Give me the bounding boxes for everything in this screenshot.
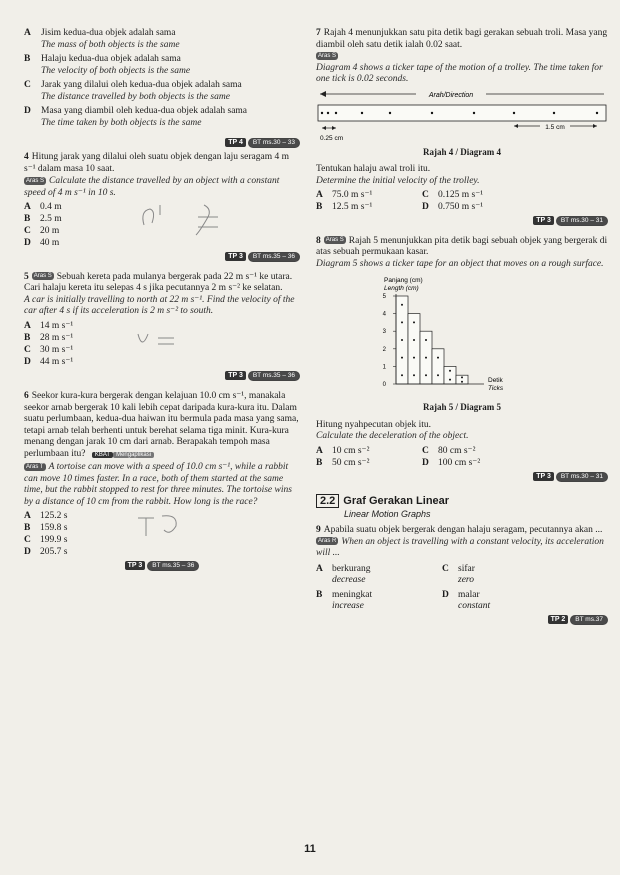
- y-axis-label-ms: Panjang (cm): [384, 277, 423, 284]
- tape-dot: [461, 376, 463, 378]
- question-text-en: Diagram 4 shows a ticker tape of the motion of a trolley. The time taken for one tick is 0.02 seconds.: [316, 62, 603, 84]
- x-axis-label-ms: Detik: [488, 377, 503, 384]
- option-letter: B: [24, 54, 31, 64]
- right-column: [316, 28, 608, 634]
- option-text-ms: Jarak yang dilalui oleh kedua-dua objek adalah sama: [41, 80, 242, 90]
- option-value: 44 m s⁻¹: [40, 356, 74, 367]
- q7-tags: [316, 215, 608, 227]
- diagram-caption: Rajah 4 / Diagram 4: [423, 146, 501, 157]
- q8-options: [316, 445, 608, 469]
- q5-options: [24, 320, 300, 368]
- option-letter: C: [24, 226, 31, 236]
- question-text-ms: Rajah 5 menunjukkan pita detik bagi sebuah objek yang bergerak di atas sebuah permukaan kasar.: [316, 235, 608, 257]
- tape-dot: [437, 374, 439, 376]
- option-value: 199.9 s: [40, 535, 68, 545]
- tape-dot: [413, 321, 415, 323]
- dim-right-label: 1.5 cm: [545, 123, 565, 131]
- question-text-ms: Seekor kura-kura bergerak dengan kelajuan 10.0 cm s⁻¹, manakala seekor arnab bergerak 10 kali lebih cepat daripada kura-kura itu. Dalam suatu perlumbaan, kedua-dua haiwan itu bermula pada masa yang sama, tetapi arnab telah berhenti untuk berehat selama tiga minit. Kura-kura menang dengan jarak 10 cm dari arnab. Berapakah tempoh masa perlumbaan itu?: [24, 391, 299, 459]
- tape-dot: [401, 304, 403, 306]
- q7-option-d[interactable]: 0.750 m s⁻¹: [438, 202, 484, 212]
- bt-page-ref: BT ms.35 – 36: [248, 371, 300, 381]
- tape-dot: [413, 374, 415, 376]
- dim-left-arrowhead: [332, 126, 336, 130]
- question-text-en: Calculate the deceleration of the object.: [316, 431, 469, 441]
- option-en: constant: [458, 600, 491, 611]
- question-text-en: Diagram 5 shows a ticker tape for an object that moves on a rough surface.: [316, 258, 604, 269]
- question-text-ms: Tentukan halaju awal troli itu.: [316, 164, 431, 174]
- option-text-ms: Masa yang diambil oleh kedua-dua objek adalah sama: [41, 106, 248, 116]
- question-number: 9: [316, 525, 321, 535]
- option-text-ms: Halaju kedua-dua objek adalah sama: [41, 54, 181, 64]
- option-ms: berkurang: [332, 563, 371, 574]
- question-9: [316, 525, 608, 625]
- tape-dot: [437, 357, 439, 359]
- option-letter: C: [422, 190, 429, 200]
- q9-option-d[interactable]: [458, 590, 548, 612]
- bt-page-ref: BT ms.35 – 36: [248, 252, 300, 262]
- question-text-ms: Sebuah kereta pada mulanya bergerak pada 22 m s⁻¹ ke utara. Cari halaju kereta itu selepas 4 s jika pecutannya 2 m s⁻² ke selatan.: [24, 271, 293, 293]
- question-text-en: Calculate the distance travelled by an object with a constant speed of 4 m s⁻¹ in 10 s.: [24, 176, 280, 198]
- q7-option-b[interactable]: 12.5 m s⁻¹: [332, 202, 373, 212]
- handwritten-scribble: [134, 197, 244, 245]
- tape-dot: [425, 357, 427, 359]
- option-d[interactable]: [24, 106, 300, 129]
- option-value: 20 m: [40, 226, 60, 236]
- option-letter: C: [422, 445, 429, 456]
- q7-option-c[interactable]: 0.125 m s⁻¹: [438, 190, 484, 200]
- tape-dot: [413, 357, 415, 359]
- question-text-en: A tortoise can move with a speed of 10.0 cm s⁻¹, while a rabbit can move 10 times faster. In a race, both of them started at the same time, but the rabbit stopped to rest for three minutes. The tortoise wins by a distance of 10 cm from the rabbit. How long is the race?: [24, 462, 292, 507]
- option-letter: C: [24, 535, 31, 545]
- y-ticks: [383, 294, 396, 388]
- q7-option-a[interactable]: 75.0 m s⁻¹: [332, 190, 373, 200]
- skill-badge: Mengaplikasi: [113, 452, 154, 458]
- y-axis-label-en: Length (cm): [384, 285, 419, 292]
- bt-page-ref: BT ms.30 – 33: [248, 138, 300, 148]
- q9-option-c[interactable]: [458, 564, 548, 586]
- diagram-caption: Rajah 5 / Diagram 5: [423, 402, 501, 412]
- q6-options: [24, 510, 300, 558]
- option-a[interactable]: [24, 28, 300, 51]
- option-text-ms: Jisim kedua-dua objek adalah sama: [41, 28, 176, 38]
- option-letter: D: [442, 589, 449, 600]
- level-badge: Aras S: [318, 52, 337, 59]
- option-ms: sifar: [458, 563, 475, 574]
- question-6: [24, 391, 300, 572]
- question-text-en: A car is initially travelling to north at 22 m s⁻¹. Find the velocity of the car after 4 s if its acceleration is 2 m s⁻² to south.: [24, 294, 295, 316]
- question-text-ms: Hitung jarak yang dilalui oleh suatu objek dengan laju seragam 4 m s⁻¹ dalam masa 10 saat.: [24, 152, 289, 174]
- option-en: decrease: [332, 574, 366, 585]
- question-8: [316, 236, 608, 483]
- option-letter: D: [24, 356, 31, 367]
- q5-tags: [24, 370, 300, 382]
- tape-dot: [401, 339, 403, 341]
- tp-badge: TP 2: [548, 615, 569, 624]
- y-tick-label: 1: [382, 364, 386, 371]
- option-letter: A: [316, 190, 323, 200]
- section-number: 2.2: [316, 494, 339, 508]
- option-text-en: The time taken by both objects is the same: [41, 117, 202, 128]
- section-heading: [316, 491, 608, 519]
- level-badge: Aras S: [325, 237, 344, 244]
- bt-page-ref: BT ms.35 – 36: [147, 561, 199, 571]
- y-tick-label: 5: [382, 294, 386, 300]
- option-letter: A: [24, 511, 31, 521]
- y-tick-label: 3: [382, 329, 386, 336]
- option-en: increase: [332, 600, 364, 611]
- q8-option-d[interactable]: 100 cm s⁻²: [438, 457, 481, 468]
- y-tick-label: 0: [382, 382, 386, 388]
- option-value: 28 m s⁻¹: [40, 332, 74, 343]
- tape-strip: [408, 314, 420, 384]
- tp-badge: TP 3: [533, 216, 554, 225]
- option-letter: A: [24, 202, 31, 212]
- q3-tags: [24, 131, 300, 149]
- option-letter: C: [24, 80, 31, 90]
- q6-tags: [24, 560, 300, 572]
- q7-options: [316, 189, 608, 213]
- option-ms: meningkat: [332, 589, 373, 600]
- q9-options: [316, 564, 608, 612]
- option-value: 159.8 s: [40, 523, 68, 533]
- option-letter: B: [24, 214, 31, 224]
- tape-strip: [444, 366, 456, 384]
- tape-dot: [425, 339, 427, 341]
- option-value: 40 m: [40, 238, 60, 248]
- tp-badge: TP 3: [225, 371, 246, 380]
- question-text-en: Determine the initial velocity of the trolley.: [316, 175, 480, 186]
- tape-dot: [461, 381, 463, 383]
- q9-tags: [316, 614, 608, 626]
- level-badge: Aras R: [318, 538, 337, 545]
- section-title: Graf Gerakan Linear: [343, 495, 450, 507]
- option-letter: D: [24, 106, 31, 116]
- bt-page-ref: BT ms.30 – 31: [556, 472, 608, 482]
- question-text-en: When an object is travelling with a constant velocity, its acceleration will ...: [316, 536, 604, 558]
- option-value: 0.4 m: [40, 202, 62, 212]
- question-number: 5: [24, 271, 29, 282]
- q8-tags: [316, 471, 608, 483]
- question-number: 7: [316, 28, 321, 38]
- option-c[interactable]: [24, 80, 300, 103]
- tape-dot: [413, 339, 415, 341]
- option-letter: A: [316, 445, 323, 456]
- q9-option-a[interactable]: [332, 564, 442, 586]
- question-text-ms: Apabila suatu objek bergerak dengan halaju seragam, pecutannya akan ...: [323, 525, 603, 535]
- option-text-en: The distance travelled by both objects is the same: [41, 91, 230, 102]
- handwritten-scribble: [134, 510, 194, 540]
- question-text-ms: Hitung nyahpecutan objek itu.: [316, 419, 432, 430]
- question-4: [24, 152, 300, 263]
- question-5: [24, 272, 300, 382]
- q9-option-b[interactable]: [332, 590, 442, 612]
- option-letter: D: [422, 202, 429, 212]
- page-number: 11: [304, 843, 316, 855]
- option-en: zero: [458, 574, 475, 585]
- dim-right-arrowhead: [593, 124, 597, 128]
- q3-options: [24, 28, 300, 149]
- option-letter: B: [24, 523, 31, 533]
- q8-option-c[interactable]: 80 cm s⁻²: [438, 445, 476, 456]
- handwritten-scribble: [134, 330, 194, 354]
- question-number: 8: [316, 235, 321, 246]
- option-value: 125.2 s: [40, 511, 68, 521]
- option-letter: B: [316, 589, 323, 600]
- ticker-tape-chart: [316, 274, 608, 399]
- kbat-badge: KBAT: [92, 452, 113, 458]
- tp-badge: TP 3: [125, 561, 146, 570]
- section-title-en: Linear Motion Graphs: [344, 509, 431, 519]
- level-badge: Aras S: [33, 273, 52, 280]
- tape-dot: [401, 374, 403, 376]
- question-7: [316, 28, 608, 227]
- option-letter: C: [442, 563, 449, 574]
- option-letter: A: [316, 563, 323, 574]
- level-badge: Aras S: [26, 177, 45, 184]
- direction-arrowhead: [320, 91, 326, 97]
- tape-strip: [432, 349, 444, 384]
- option-value: 2.5 m: [40, 214, 62, 224]
- dim-left-label: 0.25 cm: [320, 134, 344, 142]
- option-ms: malar: [458, 589, 480, 600]
- y-tick-label: 4: [382, 311, 386, 318]
- q4-options: [24, 201, 300, 249]
- dim-left-arrowhead: [322, 126, 326, 130]
- tape-dot: [401, 357, 403, 359]
- option-letter: C: [24, 344, 31, 355]
- option-letter: D: [422, 457, 429, 468]
- q6-option-d[interactable]: [24, 546, 300, 558]
- direction-label: Arah/Direction: [428, 91, 474, 99]
- option-letter: A: [24, 28, 31, 38]
- bt-page-ref: BT ms.37: [570, 615, 608, 625]
- option-text-en: The mass of both objects is the same: [41, 39, 180, 50]
- option-letter: B: [316, 202, 323, 212]
- question-number: 4: [24, 152, 29, 162]
- option-value: 30 m s⁻¹: [40, 344, 74, 355]
- option-b[interactable]: [24, 54, 300, 77]
- tp-badge: TP 3: [533, 472, 554, 481]
- q5-option-d[interactable]: [24, 356, 300, 368]
- tape-dot: [401, 321, 403, 323]
- option-letter: B: [316, 457, 323, 468]
- level-badge: Aras T: [26, 463, 44, 470]
- option-text-en: The velocity of both objects is the same: [41, 65, 191, 76]
- bars: [396, 296, 468, 384]
- tp-badge: TP 3: [225, 252, 246, 261]
- question-number: 6: [24, 391, 29, 401]
- option-value: 205.7 s: [40, 547, 68, 557]
- option-value: 14 m s⁻¹: [40, 320, 74, 331]
- dim-right-arrowhead: [514, 124, 518, 128]
- tape-dot: [425, 374, 427, 376]
- y-tick-label: 2: [382, 346, 386, 353]
- tp-badge: TP 4: [225, 138, 246, 147]
- bt-page-ref: BT ms.30 – 31: [556, 216, 608, 226]
- q8-option-b[interactable]: 50 cm s⁻²: [332, 457, 370, 468]
- q4-tags: [24, 251, 300, 263]
- option-letter: D: [24, 547, 31, 557]
- question-text-ms: Rajah 4 menunjukkan satu pita detik bagi gerakan sebuah troli. Masa yang diambil oleh satu detik ialah 0.02 saat.: [316, 28, 608, 50]
- left-column: [24, 28, 300, 581]
- tape-dot: [449, 370, 451, 372]
- x-axis-label-en: Ticks: [488, 385, 504, 392]
- ticker-tape-diagram: [316, 88, 608, 144]
- option-letter: D: [24, 238, 31, 248]
- option-letter: A: [24, 320, 31, 331]
- tape-dot: [449, 379, 451, 381]
- q8-option-a[interactable]: 10 cm s⁻²: [332, 445, 370, 456]
- option-letter: B: [24, 332, 31, 343]
